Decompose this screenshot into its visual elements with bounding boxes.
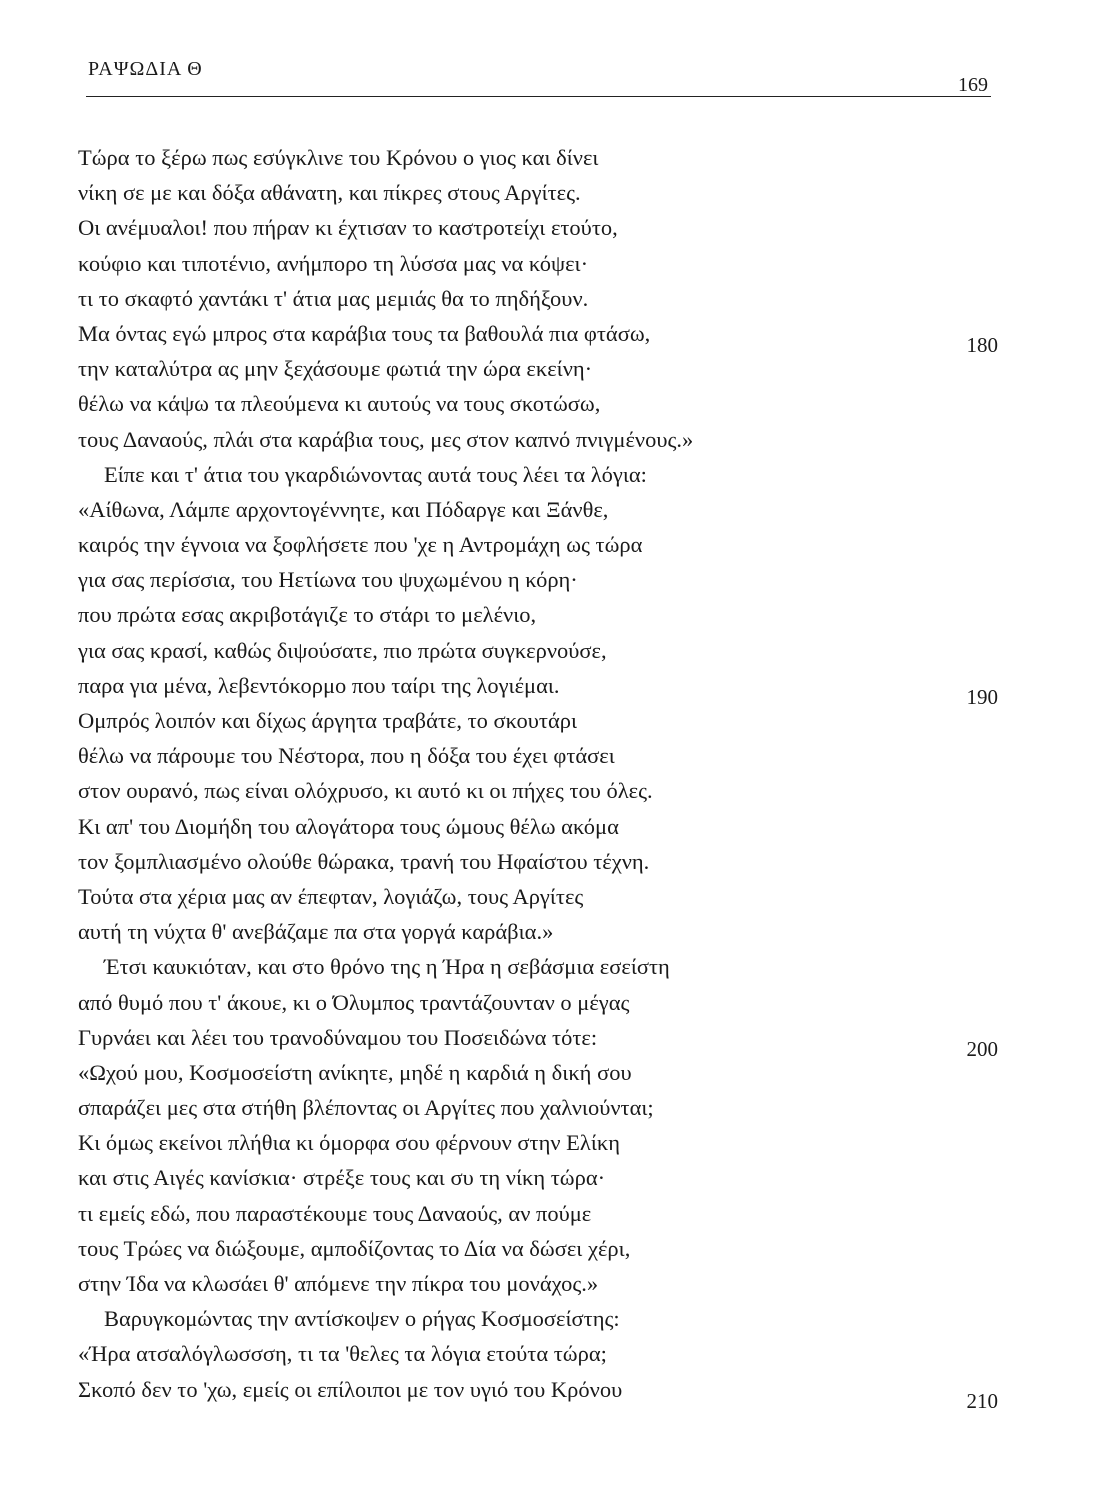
verse-line — [78, 281, 998, 316]
verse-text: Γυρνάει και λέει του τρανοδύναμου του Ποσειδώνα τότε: — [78, 1024, 598, 1050]
verse-line — [78, 1160, 998, 1195]
verse-line — [78, 316, 998, 357]
verse-text: Μα όντας εγώ μπρος στα καράβια τους τα βαθουλά πια φτάσω, — [78, 320, 651, 346]
verse-text: από θυμό που τ' άκουε, κι ο Όλυμπος τραντάζουνταν ο μέγας — [78, 989, 630, 1015]
header-rule — [86, 96, 991, 97]
line-number: 200 — [966, 1036, 998, 1061]
verse-text: Είπε και τ' άτια του γκαρδιώνοντας αυτά τους λέει τα λόγια: — [104, 461, 647, 487]
verse-line — [78, 809, 998, 844]
verse-line — [78, 246, 998, 281]
verse-line — [78, 1266, 998, 1301]
verse-line — [78, 1125, 998, 1160]
verse-line — [78, 562, 998, 597]
verse-line — [78, 879, 998, 914]
verse-text: τι εμείς εδώ, που παραστέκουμε τους Δαναούς, αν πούμε — [78, 1200, 592, 1226]
verse-line — [78, 738, 998, 773]
verse-block — [78, 140, 998, 1413]
verse-text: Βαρυγκομώντας την αντίσκοψεν ο ρήγας Κοσμοσείστης: — [104, 1306, 620, 1332]
verse-line — [78, 1372, 998, 1413]
verse-text: «Ωχού μου, Κοσμοσείστη ανίκητε, μηδέ η καρδιά η δική σου — [78, 1059, 632, 1085]
verse-text: που πρώτα εσας ακριβοτάγιζε το στάρι το μελένιο, — [78, 602, 537, 628]
verse-text: θέλω να κάψω τα πλεούμενα κι αυτούς να τους σκοτώσω, — [78, 391, 601, 417]
verse-line — [78, 527, 998, 562]
line-number: 190 — [966, 684, 998, 709]
line-number: 180 — [966, 332, 998, 357]
verse-text: Τώρα το ξέρω πως εσύγκλινε του Κρόνου ο γιος και δίνει — [78, 145, 599, 170]
verse-text: Κι απ' του Διομήδη του αλογάτορα τους ώμους θέλω ακόμα — [78, 813, 619, 839]
verse-line — [78, 1336, 998, 1371]
verse-text: κούφιο και τιποτένιο, ανήμπορο τη λύσσα μας να κόψει· — [78, 250, 589, 276]
verse-text: Κι όμως εκείνοι πλήθια κι όμορφα σου φέρνουν στην Ελίκη — [78, 1130, 620, 1156]
verse-text: Ομπρός λοιπόν και δίχως άργητα τραβάτε, το σκουτάρι — [78, 708, 578, 733]
verse-text: καιρός την έγνοια να ξοφλήσετε που 'χε η Αντρομάχη ως τώρα — [78, 532, 643, 558]
verse-line — [78, 351, 998, 386]
verse-line — [78, 386, 998, 421]
running-head: ΡΑΨΩΔΙΑ Θ — [88, 58, 203, 80]
verse-line — [78, 1055, 998, 1090]
verse-text: τι το σκαφτό χαντάκι τ' άτια μας μεμιάς θα το πηδήξουν. — [78, 285, 589, 311]
verse-text: τους Δαναούς, πλάι στα καράβια τους, μες στον καπνό πνιγμένους.» — [78, 426, 694, 452]
verse-text: Έτσι καυκιόταν, και στο θρόνο της η Ήρα η σεβάσμια εσείστη — [104, 954, 670, 980]
verse-line — [78, 773, 998, 808]
verse-text: και στις Αιγές κανίσκια· στρέξε τους και συ τη νίκη τώρα· — [78, 1165, 606, 1191]
verse-text: τον ξομπλιασμένο ολούθε θώρακα, τρανή του Ηφαίστου τέχνη. — [78, 848, 650, 874]
verse-line — [78, 985, 998, 1020]
verse-line — [78, 457, 998, 492]
verse-line — [78, 1090, 998, 1125]
verse-line — [78, 1196, 998, 1231]
verse-line — [78, 949, 998, 984]
verse-text: Οι ανέμυαλοι! που πήραν κι έχτισαν το καστροτείχι ετούτο, — [78, 215, 618, 241]
verse-text: για σας περίσσια, του Ηετίωνα του ψυχωμένου η κόρη· — [78, 567, 578, 593]
verse-text: την καταλύτρα ας μην ξεχάσουμε φωτιά την ώρα εκείνη· — [78, 356, 593, 382]
line-number: 210 — [966, 1388, 998, 1413]
verse-line — [78, 1020, 998, 1061]
verse-line — [78, 210, 998, 245]
verse-line — [78, 597, 998, 632]
verse-text: Σκοπό δεν το 'χω, εμείς οι επίλοιποι με τον υγιό του Κρόνου — [78, 1376, 623, 1402]
verse-line — [78, 668, 998, 709]
verse-text: τους Τρώες να διώξουμε, αμποδίζοντας το Δία να δώσει χέρι, — [78, 1235, 631, 1261]
verse-text: νίκη σε με και δόξα αθάνατη, και πίκρες στους Αργίτες. — [78, 180, 581, 206]
verse-line — [78, 1301, 998, 1336]
verse-line — [78, 492, 998, 527]
verse-text: για σας κρασί, καθώς διψούσατε, πιο πρώτα συγκερνούσε, — [78, 637, 607, 663]
verse-line — [78, 140, 998, 175]
verse-line — [78, 914, 998, 949]
verse-text: παρα για μένα, λεβεντόκορμο που ταίρι της λογιέμαι. — [78, 672, 560, 698]
page-number: 169 — [958, 74, 988, 96]
verse-text: Τούτα στα χέρια μας αν έπεφταν, λογιάζω, τους Αργίτες — [78, 883, 584, 909]
verse-text: αυτή τη νύχτα θ' ανεβάζαμε πα στα γοργά καράβια.» — [78, 919, 554, 945]
verse-line — [78, 844, 998, 879]
verse-text: θέλω να πάρουμε του Νέστορα, που η δόξα του έχει φτάσει — [78, 743, 615, 769]
verse-line — [78, 633, 998, 668]
verse-line — [78, 422, 998, 457]
verse-text: «Ήρα ατσαλόγλωσσση, τι τα 'θελες τα λόγια ετούτα τώρα; — [78, 1341, 607, 1367]
verse-text: σπαράζει μες στα στήθη βλέποντας οι Αργίτες που χαλνιούνται; — [78, 1095, 654, 1121]
verse-line — [78, 1231, 998, 1266]
verse-text: «Αίθωνα, Λάμπε αρχοντογέννητε, και Πόδαργε και Ξάνθε, — [78, 496, 609, 522]
verse-text: στον ουρανό, πως είναι ολόχρυσο, κι αυτό κι οι πήχες του όλες. — [78, 778, 653, 804]
verse-line — [78, 703, 998, 738]
verse-line — [78, 175, 998, 210]
verse-text: στην Ίδα να κλωσάει θ' απόμενε την πίκρα του μονάχος.» — [78, 1271, 599, 1296]
